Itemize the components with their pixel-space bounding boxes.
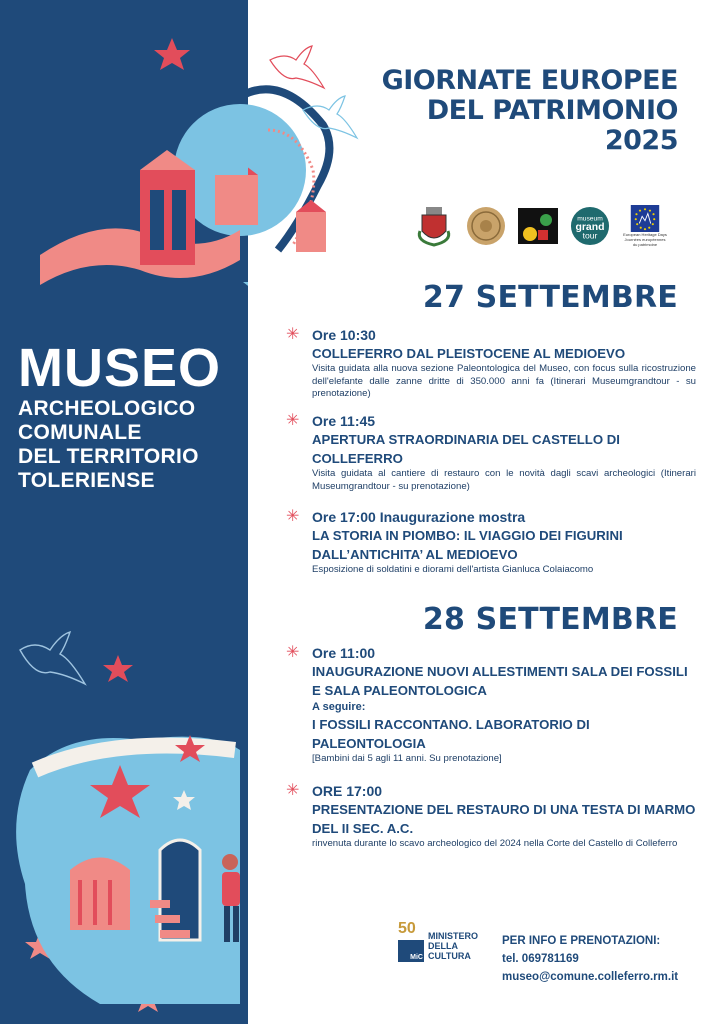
- ehd-caption: [623, 232, 667, 247]
- event-heading: LA STORIA IN PIOMBO: IL VIAGGIO DEI FIGURINI DALL’ANTICHITA’ AL MEDIOEVO: [312, 528, 623, 562]
- grand-tour-text-1: museum: [577, 215, 603, 223]
- event-desc: Esposizione di soldatini e diorami dell'artista Gianluca Colaiacomo: [312, 564, 594, 575]
- ministry-of-culture-logo: [398, 920, 478, 962]
- coin-seal-logo: [466, 205, 506, 247]
- mic-badge: MiC: [398, 940, 424, 962]
- star-icon: [103, 655, 133, 682]
- museum-title-line: ARCHEOLOGICO: [18, 397, 196, 420]
- event-minor: A seguire:: [312, 701, 366, 713]
- event-heading: INAUGURAZIONE NUOVI ALLESTIMENTI SALA DEI FOSSILI E SALA PALEONTOLOGICA: [312, 664, 688, 698]
- ehd-caption-line: du patrimoine: [632, 242, 658, 247]
- contact-info: [502, 932, 678, 986]
- european-heritage-days-logo: [622, 205, 668, 247]
- asterisk-icon: ✳: [286, 508, 300, 525]
- asterisk-icon: ✳: [286, 644, 300, 661]
- ministry-line: MINISTERO: [428, 931, 479, 941]
- asterisk-icon: ✳: [286, 326, 300, 343]
- municipality-crest-logo: [414, 205, 454, 247]
- day1-event-1: [286, 326, 696, 401]
- event-time: Ore 11:45: [312, 413, 376, 429]
- event-desc: [Bambini dai 5 agli 11 anni. Su prenotazione]: [312, 753, 502, 764]
- partner-logos: [414, 205, 668, 247]
- event-time: Ore 11:00: [312, 645, 376, 661]
- event-desc: Visita guidata al cantiere di restauro con le novità dagli scavi archeologici (Itinerari Museumgrandtour - su prenotazione): [312, 468, 696, 492]
- day2-event-2: [286, 782, 696, 851]
- day2-event-1: [286, 644, 696, 766]
- event-heading: PRESENTAZIONE DEL RESTAURO DI UNA TESTA DI MARMO DEL II SEC. A.C.: [312, 802, 696, 836]
- event-time: Ore 17:00 Inaugurazione mostra: [312, 509, 526, 525]
- event-heading: APERTURA STRAORDINARIA DEL CASTELLO DI COLLEFERRO: [312, 432, 620, 466]
- museum-title-line: TOLERIENSE: [18, 469, 155, 492]
- event-desc: rinvenuta durante lo scavo archeologico del 2024 nella Corte del Castello di Colleferro: [312, 838, 678, 849]
- ministry-line: DELLA: [428, 941, 458, 951]
- mic-logo-mark: [398, 920, 424, 962]
- event-header-line: GIORNATE EUROPEE: [381, 65, 678, 96]
- contact-phone[interactable]: tel. 069781169: [502, 953, 579, 965]
- asterisk-icon: ✳: [286, 412, 300, 429]
- museum-title-line: DEL TERRITORIO: [18, 445, 199, 468]
- day2-title: 28 SETTEMBRE: [422, 602, 678, 637]
- day1-title: 27 SETTEMBRE: [422, 280, 678, 315]
- event-desc: Visita guidata alla nuova sezione Paleontologica del Museo, con focus sulla ricostruzione dell'elefante dalle zanne dritte di 350.000 anni fa (Itinerari Museumgrandtour - su prenotazione): [312, 363, 696, 399]
- museum-title-line: COMUNALE: [18, 421, 142, 444]
- day1-event-2: [286, 412, 696, 493]
- dove-icon: [20, 632, 85, 684]
- contact-email[interactable]: museo@comune.colleferro.rm.it: [502, 971, 679, 983]
- ministry-text: [428, 921, 478, 961]
- dove-icon: [270, 46, 324, 88]
- day1-event-3: [286, 508, 696, 577]
- event-heading: COLLEFERRO DAL PLEISTOCENE AL MEDIOEVO: [312, 346, 626, 361]
- grand-tour-text-3: tour: [582, 230, 598, 241]
- ehd-caption-line: European Heritage Days: [623, 232, 667, 237]
- grand-tour-text-2: grand: [575, 221, 605, 233]
- museum-grand-tour-logo: [570, 205, 610, 247]
- event-time: Ore 10:30: [312, 327, 376, 343]
- museum-title-big: MUSEO: [18, 338, 222, 398]
- left-panel: [0, 0, 248, 1024]
- museum-title: [18, 340, 221, 492]
- star-icon: [154, 38, 190, 70]
- ehd-caption-line: Journées européennes: [624, 237, 666, 242]
- event-header-line: DEL PATRIMONIO: [426, 95, 678, 126]
- fifty-years-badge: 50: [398, 920, 416, 937]
- ministry-line: CULTURA: [428, 951, 471, 961]
- event-heading-2: I FOSSILI RACCONTANO. LABORATORIO DI PALEONTOLOGIA: [312, 717, 590, 751]
- contact-label: PER INFO E PRENOTAZIONI:: [502, 935, 661, 947]
- asterisk-icon: ✳: [286, 782, 300, 799]
- castle-globe-illustration: [0, 0, 248, 320]
- event-time: ORE 17:00: [312, 783, 383, 799]
- event-header: [382, 66, 678, 156]
- event-header-year: 2025: [604, 125, 678, 156]
- museum-logo: [518, 205, 558, 247]
